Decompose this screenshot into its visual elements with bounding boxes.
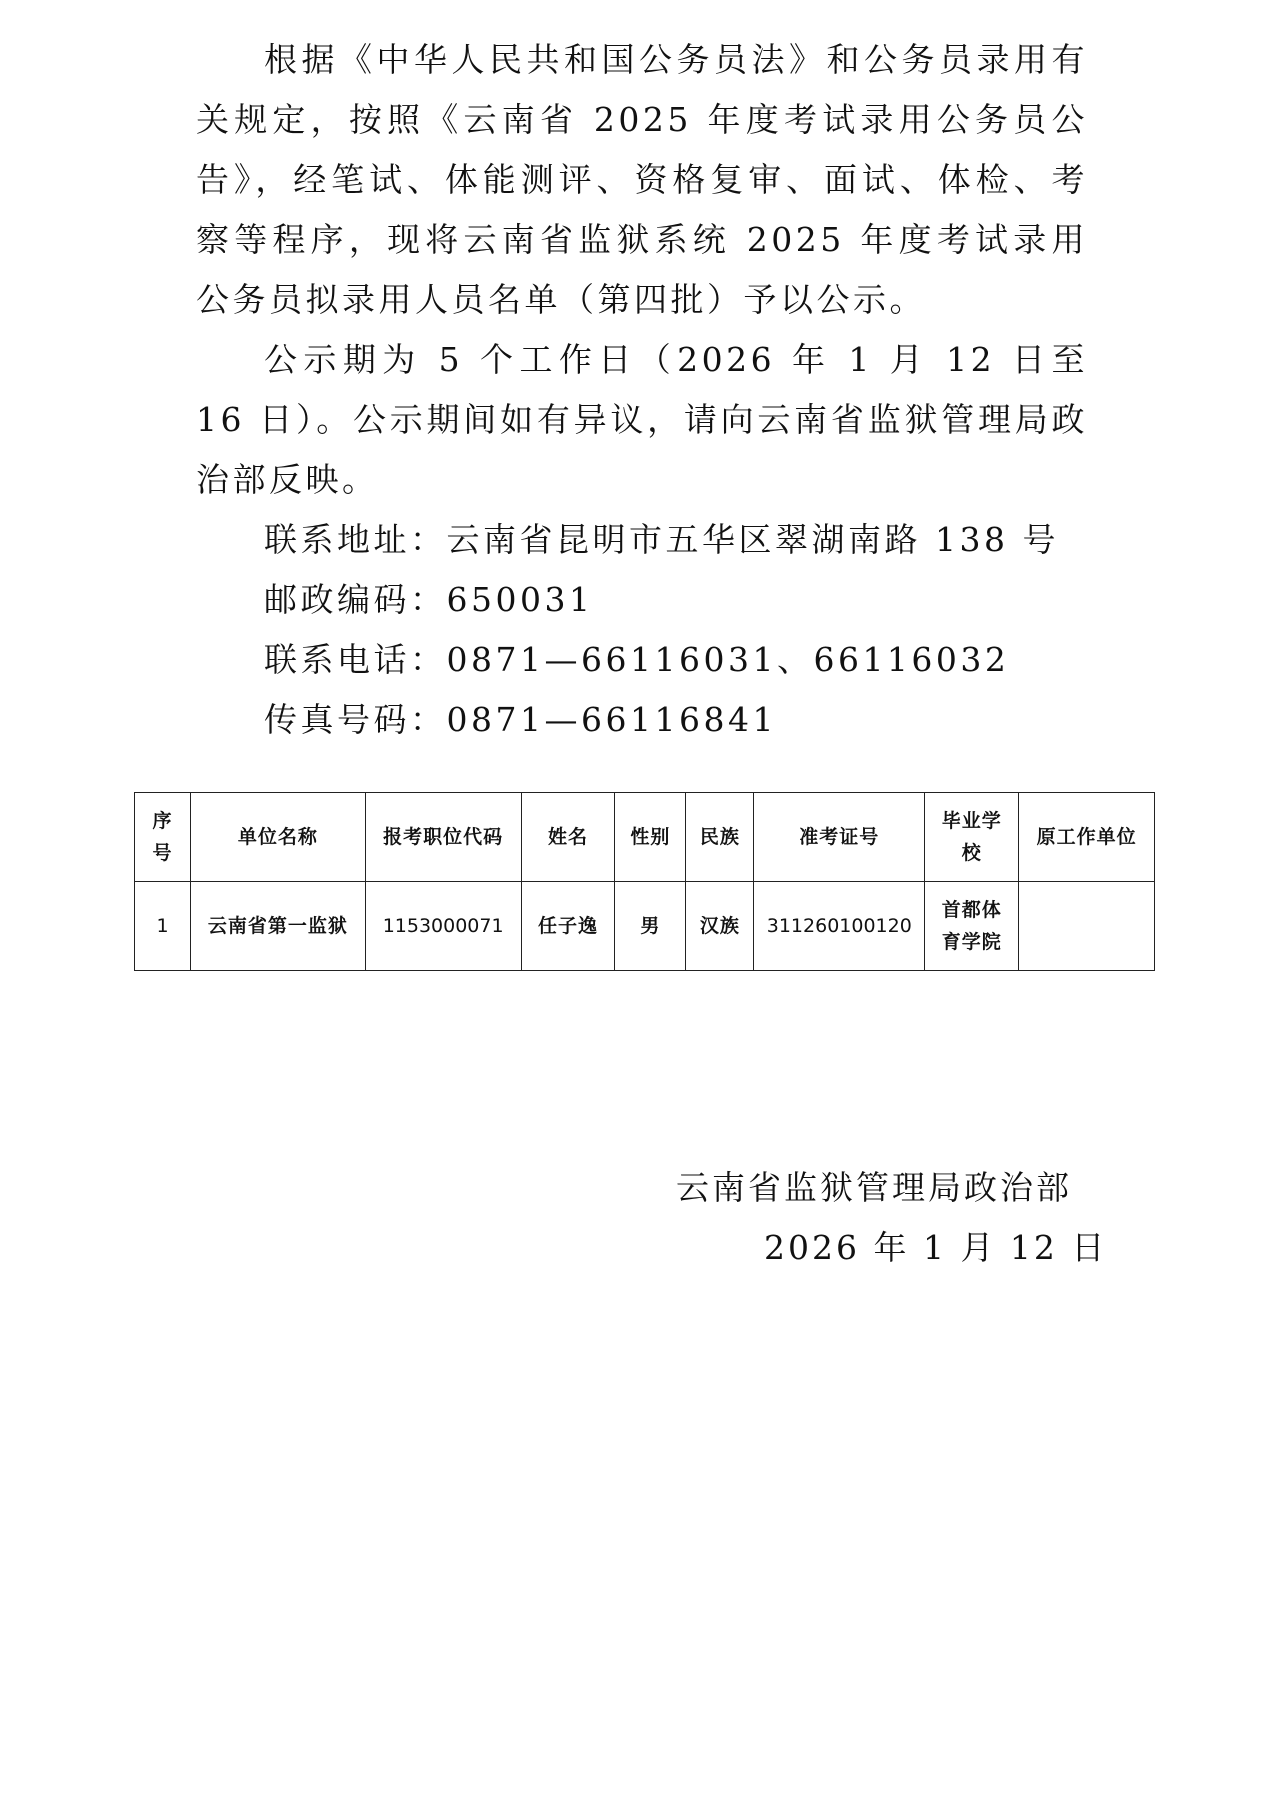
header-exam-id: 准考证号 [754, 793, 925, 882]
table-row [135, 882, 1155, 971]
cell-ethnicity: 汉族 [686, 882, 754, 971]
cell-gender: 男 [615, 882, 686, 971]
cell-exam-id: 311260100120 [754, 882, 925, 971]
contact-address: 联系地址：云南省昆明市五华区翠湖南路 138 号 [264, 520, 1059, 559]
header-prev-employer: 原工作单位 [1019, 793, 1155, 882]
signature-date: 2026 年 1 月 12 日 [764, 1228, 1108, 1267]
header-gender: 性别 [615, 793, 686, 882]
signature-block [676, 1158, 1107, 1278]
cell-position-code: 1153000071 [365, 882, 521, 971]
header-seq: 序号 [135, 793, 191, 882]
contact-phone: 联系电话：0871—66116031、66116032 [264, 640, 1010, 679]
cell-seq: 1 [135, 882, 191, 971]
header-position-code: 报考职位代码 [365, 793, 521, 882]
contact-fax: 传真号码：0871—66116841 [264, 700, 777, 739]
cell-prev-employer [1019, 882, 1155, 971]
cell-school: 首都体育学院 [925, 882, 1019, 971]
candidate-table [134, 792, 1155, 971]
notice-body [196, 30, 1088, 750]
contact-postcode: 邮政编码：650031 [264, 580, 594, 619]
notice-paragraph-2: 公示期为 5 个工作日（2026 年 1 月 12 日至 16 日）。公示期间如有异议，请向云南省监狱管理局政治部反映。 [196, 340, 1088, 499]
table-header-row [135, 793, 1155, 882]
header-ethnicity: 民族 [686, 793, 754, 882]
notice-paragraph-1: 根据《中华人民共和国公务员法》和公务员录用有关规定，按照《云南省 2025 年度考试录用公务员公告》，经笔试、体能测评、资格复审、面试、体检、考察等程序，现将云南省监狱系统 2025 年度考试录用公务员拟录用人员名单（第四批）予以公示。 [196, 40, 1088, 319]
cell-unit: 云南省第一监狱 [190, 882, 365, 971]
signature-organization: 云南省监狱管理局政治部 [676, 1168, 1072, 1207]
header-name: 姓名 [521, 793, 615, 882]
cell-name: 任子逸 [521, 882, 615, 971]
header-unit: 单位名称 [190, 793, 365, 882]
header-school: 毕业学校 [925, 793, 1019, 882]
